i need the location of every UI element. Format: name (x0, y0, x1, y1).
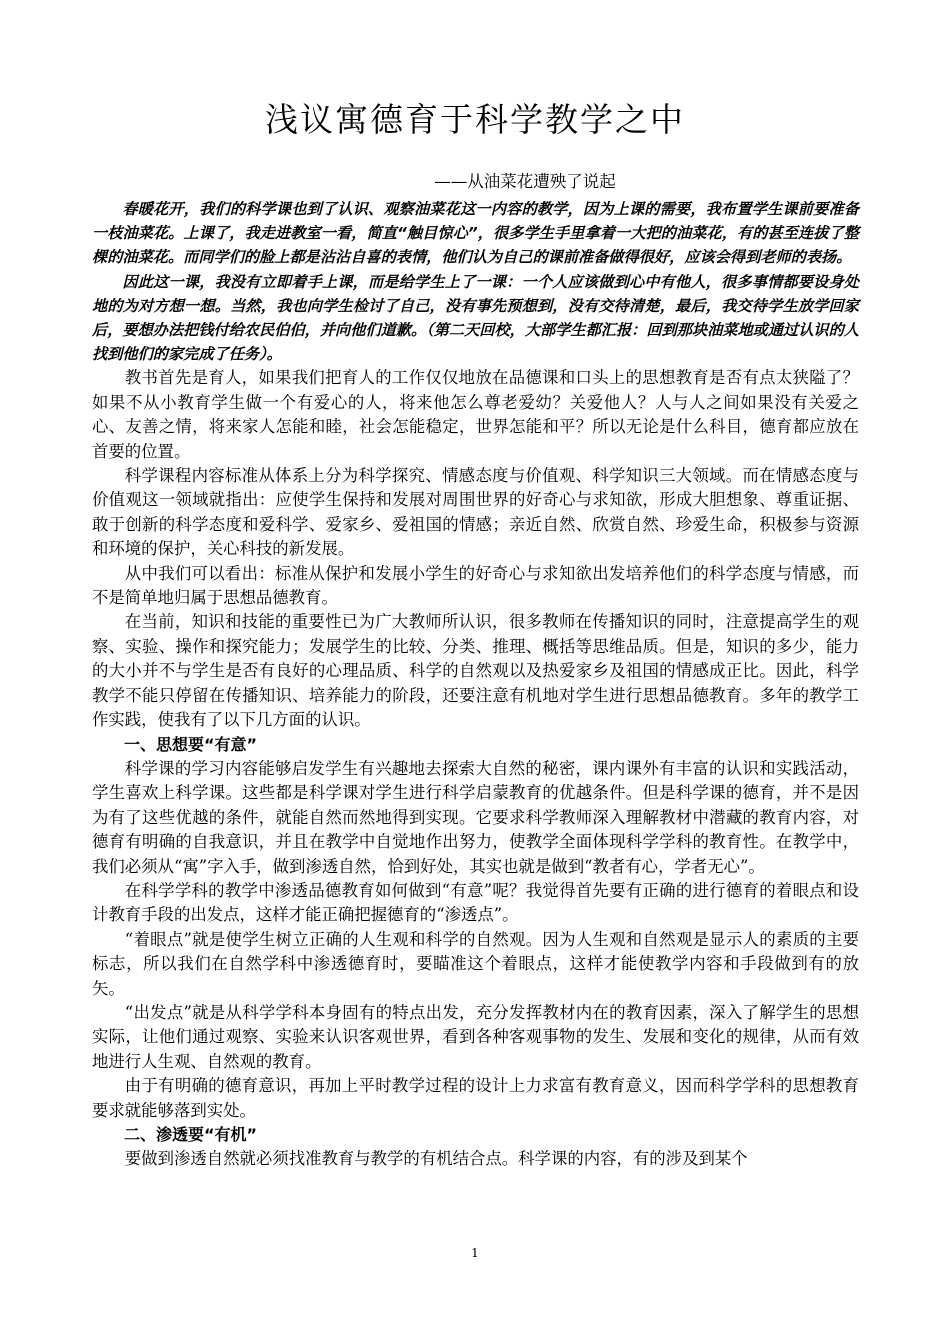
body-paragraph: 由于有明确的德育意识，再加上平时教学过程的设计上力求富有教育意义，因而科学学科的思想教育要求就能够落到实处。 (92, 1076, 859, 1120)
document-body (92, 197, 859, 1172)
body-paragraph: 科学课程内容标准从体系上分为科学探究、情感态度与价值观、科学知识三大领域。而在情感态度与价值观这一领域就指出：应使学生保持和发展对周围世界的好奇心与求知欲，形成大胆想象、尊重证据、敢于创新的科学态度和爱科学、爱家乡、爱祖国的情感；亲近自然、欣赏自然、珍爱生命，积极参与资源和环境的保护，关心科技的新发展。 (92, 466, 859, 559)
page-number: 1 (471, 1246, 479, 1260)
body-paragraph: 在当前，知识和技能的重要性已为广大教师所认识，很多教师在传播知识的同时，注意提高学生的观察、实验、操作和探究能力；发展学生的比较、分类、推理、概括等思维品质。但是，知识的多少，能力的大小并不与学生是否有良好的心理品质、科学的自然观以及热爱家乡及祖国的情感成正比。因此，科学教学不能只停留在传播知识、培养能力的阶段，还要注意有机地对学生进行思想品德教育。多年的教学工作实践，使我有了以下几方面的认识。 (92, 612, 859, 730)
body-paragraph: “着眼点”就是使学生树立正确的人生观和科学的自然观。因为人生观和自然观是显示人的素质的主要标志，所以我们在自然学科中渗透德育时，要瞄准这个着眼点，这样才能使教学内容和手段做到有的放矢。 (92, 929, 859, 998)
section-heading: 一、思想要“有意” (124, 734, 258, 754)
body-paragraph: 教书首先是育人，如果我们把育人的工作仅仅地放在品德课和口头上的思想教育是否有点太狭隘了？如果不从小教育学生做一个有爱心的人，将来他怎么尊老爱幼？关爱他人？人与人之间如果没有关爱之心、友善之情，将来家人怎能和睦，社会怎能稳定，世界怎能和平？所以无论是什么科目，德育都应放在首要的位置。 (92, 368, 859, 461)
body-paragraph: 要做到渗透自然就必须找准教育与教学的有机结合点。科学课的内容，有的涉及到某个 (124, 1149, 748, 1169)
story-paragraph: 春暖花开，我们的科学课也到了认识、观察油菜花这一内容的教学，因为上课的需要，我布置学生课前要准备一枝油菜花。上课了，我走进教室一看，简直“触目惊心”，很多学生手里拿着一大把的油菜花，有的甚至连拔了整棵的油菜花。而同学们的脸上都是沾沾自喜的表情，他们认为自己的课前准备做得很好，应该会得到老师的表扬。 (92, 200, 859, 267)
section-heading: 二、渗透要“有机” (124, 1125, 258, 1145)
story-paragraph: 因此这一课，我没有立即着手上课，而是给学生上了一课：一个人应该做到心中有他人，很多事情都要设身处地的为对方想一想。当然，我也向学生检讨了自己，没有事先预想到，没有交待清楚，最后，我交待学生放学回家后，要想办法把钱付给农民伯伯，并向他们道歉。（第二天回校，大部学生都汇报：回到那块油菜地或通过认识的人找到他们的家完成了任务）。 (92, 272, 859, 364)
body-paragraph: 科学课的学习内容能够启发学生有兴趣地去探索大自然的秘密，课内课外有丰富的认识和实践活动，学生喜欢上科学课。这些都是科学课对学生进行科学启蒙教育的优越条件。但是科学课的德育，并不是因为有了这些优越的条件，就能自然而然地得到实现。它要求科学教师深入理解教材中潜藏的教育内容，对德育有明确的自我意识，并且在教学中自觉地作出努力，使教学全面体现科学学科的教育性。在教学中，我们必须从“寓”字入手，做到渗透自然，恰到好处，其实也就是做到“教者有心，学者无心”。 (92, 758, 859, 876)
page-title: 浅议寓德育于科学教学之中 (265, 100, 685, 139)
page-subtitle: ——从油菜花遭殃了说起 (434, 172, 616, 191)
body-paragraph: “出发点”就是从科学学科本身固有的特点出发，充分发挥教材内在的教育因素，深入了解学生的思想实际，让他们通过观察、实验来认识客观世界，看到各种客观事物的发生、发展和变化的规律，从而有效地进行人生观、自然观的教育。 (92, 1002, 859, 1071)
body-paragraph: 在科学学科的教学中渗透品德教育如何做到“有意”呢？我觉得首先要有正确的进行德育的着眼点和设计教育手段的出发点，这样才能正确把握德育的“渗透点”。 (92, 880, 859, 925)
body-paragraph: 从中我们可以看出：标准从保护和发展小学生的好奇心与求知欲出发培养他们的科学态度与情感，而不是简单地归属于思想品德教育。 (92, 563, 859, 608)
